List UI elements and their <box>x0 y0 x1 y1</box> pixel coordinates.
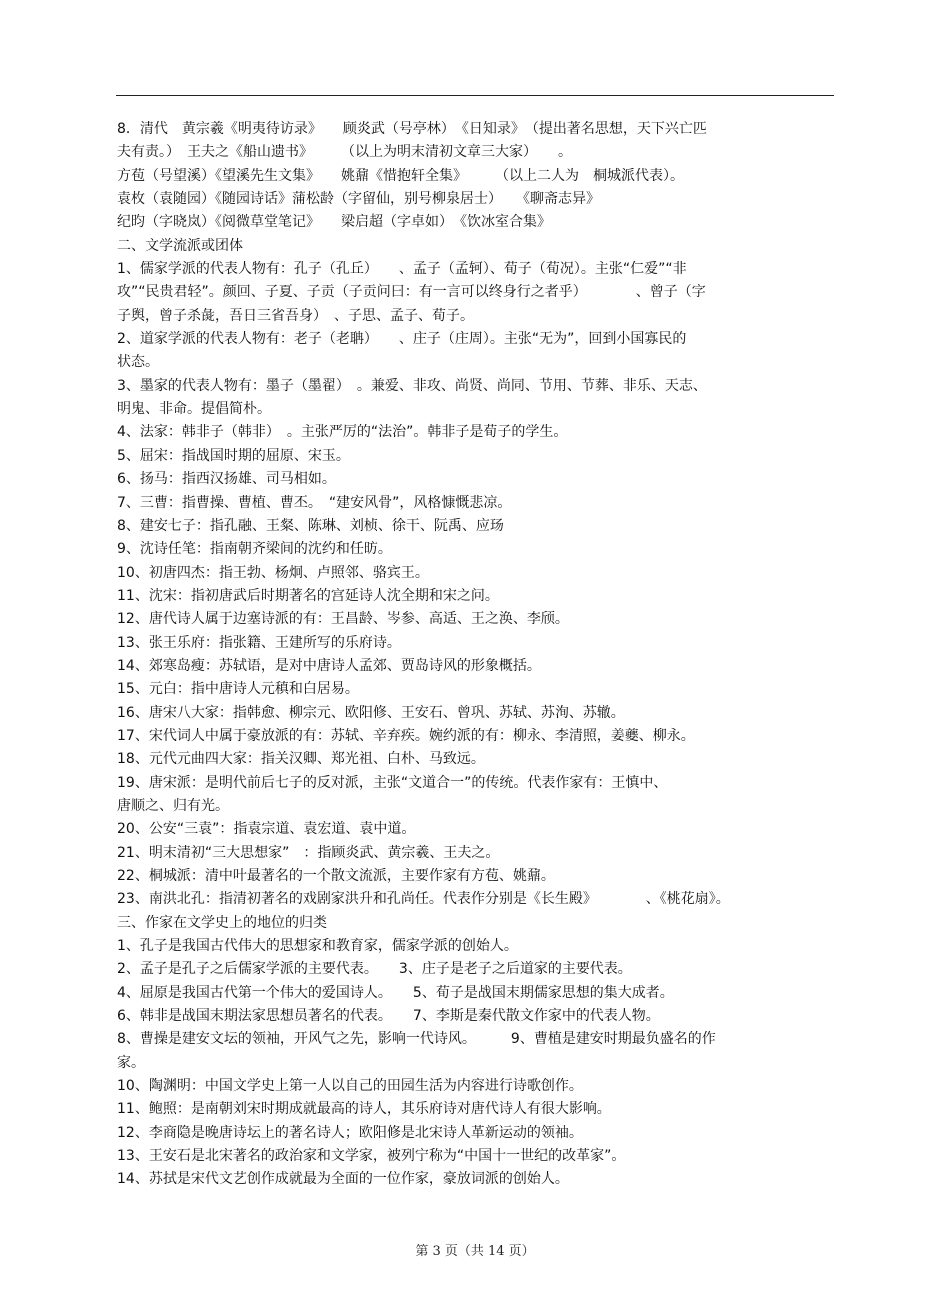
text-line: 13、张王乐府：指张籍、王建所写的乐府诗。 <box>117 634 401 651</box>
text-line: 1、儒家学派的代表人物有：孔子（孔丘） 、孟子（孟轲）、荀子（荀况）。主张“仁爱”“非 <box>117 261 687 278</box>
text-line: 11、沈宋：指初唐武后时期著名的宫延诗人沈全期和宋之问。 <box>117 587 499 604</box>
text-line: 2、孟子是孔子之后儒家学派的主要代表。 3、庄子是老子之后道家的主要代表。 <box>117 961 632 978</box>
text-line: 三、作家在文学史上的地位的归类 <box>117 914 327 931</box>
text-line: 6、扬马：指西汉扬雄、司马相如。 <box>117 471 336 488</box>
text-line: 2、道家学派的代表人物有：老子（老聃） 、庄子（庄周）。主张“无为”，回到小国寡民的 <box>117 331 687 348</box>
text-line: 3、墨家的代表人物有：墨子（墨翟） 。兼爱、非攻、尚贤、尚同、节用、节葬、非乐、天志、 <box>117 377 707 394</box>
text-line: 23、南洪北孔：指清初著名的戏剧家洪升和孔尚任。代表作分别是《长生殿》 、《桃花扇》。 <box>117 891 730 908</box>
text-line: 10、初唐四杰：指王勃、杨炯、卢照邻、骆宾王。 <box>117 564 429 581</box>
text-line: 12、唐代诗人属于边塞诗派的有：王昌龄、岑参、高适、王之涣、李颀。 <box>117 611 569 628</box>
text-line: 5、屈宋：指战国时期的屈原、宋玉。 <box>117 447 350 464</box>
text-line: 二、文学流派或团体 <box>117 237 243 254</box>
text-line: 9、沈诗任笔：指南朝齐梁间的沈约和任昉。 <box>117 541 392 558</box>
document-body <box>117 118 833 1192</box>
text-line: 17、宋代词人中属于豪放派的有：苏轼、辛弃疾。婉约派的有：柳永、李清照，姜夔、柳永。 <box>117 727 695 744</box>
page-footer: 第 3 页（共 14 页） <box>415 1244 535 1259</box>
text-line: 8．清代 黄宗羲《明夷待访录》 顾炎武（号亭林） 《日知录》 （提出著名思想，天下兴亡匹 <box>117 121 707 137</box>
text-line: 袁枚（袁随园）《随园诗话》蒲松龄（字留仙，别号柳泉居士） 《聊斋志异》 <box>117 191 600 208</box>
header-rule <box>116 95 834 96</box>
text-line: 15、元白：指中唐诗人元稹和白居易。 <box>117 681 359 698</box>
text-line: 唐顺之、归有光。 <box>117 797 229 814</box>
text-line: 16、唐宋八大家：指韩愈、柳宗元、欧阳修、王安石、曾巩、苏轼、苏洵、苏辙。 <box>117 704 625 721</box>
text-line: 14、郊寒岛瘦：苏轼语，是对中唐诗人孟郊、贾岛诗风的形象概括。 <box>117 657 541 674</box>
text-line: 1、孔子是我国古代伟大的思想家和教育家，儒家学派的创始人。 <box>117 938 518 955</box>
text-line: 20、公安“三袁”：指袁宗道、袁宏道、袁中道。 <box>117 821 416 838</box>
text-line: 方苞（号望溪）《望溪先生文集》 姚鼐《惜抱轩全集》 （以上二人为 桐城派代表）。 <box>117 167 684 184</box>
text-line: 家。 <box>117 1054 145 1071</box>
text-line: 12、李商隐是晚唐诗坛上的著名诗人；欧阳修是北宋诗人革新运动的领袖。 <box>117 1124 583 1141</box>
text-line: 13、王安石是北宋著名的政治家和文学家，被列宁称为“中国十一世纪的改革家”。 <box>117 1148 626 1165</box>
text-line: 4、屈原是我国古代第一个伟大的爱国诗人。 5、荀子是战国末期儒家思想的集大成者。 <box>117 984 674 1001</box>
text-line: 21、明末清初“三大思想家” ：指顾炎武、黄宗羲、王夫之。 <box>117 844 500 861</box>
text-line: 22、桐城派：清中叶最著名的一个散文流派，主要作家有方苞、姚鼐。 <box>117 868 555 884</box>
text-line: 状态。 <box>117 354 159 371</box>
text-line: 8、曹操是建安文坛的领袖，开风气之先，影响一代诗风。 9、曹植是建安时期最负盛名的作 <box>117 1031 716 1048</box>
text-line: 18、元代元曲四大家：指关汉卿、郑光祖、白朴、马致远。 <box>117 751 485 768</box>
text-line: 攻”“民贵君轻”。颜回、子夏、子贡（子贡问曰：有一言可以终身行之者乎） 、曾子（字 <box>117 284 706 301</box>
text-line: 19、唐宋派：是明代前后七子的反对派，主张“文道合一”的传统。代表作家有：王慎中、 <box>117 774 668 791</box>
text-line: 14、苏拭是宋代文艺创作成就最为全面的一位作家，豪放词派的创始人。 <box>117 1171 569 1188</box>
text-line: 10、陶渊明：中国文学史上第一人以自己的田园生活为内容进行诗歌创作。 <box>117 1078 583 1095</box>
text-line: 纪昀（字晓岚）《阅微草堂笔记》 梁启超（字卓如） 《饮冰室合集》 <box>117 214 551 231</box>
text-line: 4、法家：韩非子（韩非） 。主张严厉的“法治”。韩非子是荀子的学生。 <box>117 424 568 441</box>
text-line: 子舆，曾子杀彘，吾日三省吾身） 、子思、孟子、荀子。 <box>117 307 474 324</box>
text-line: 11、鲍照：是南朝刘宋时期成就最高的诗人，其乐府诗对唐代诗人有很大影响。 <box>117 1101 611 1118</box>
text-line: 夫有责。） 王夫之《船山遗书》 （以上为明末清初文章三大家） 。 <box>117 144 572 161</box>
text-line: 8、建安七子：指孔融、王粲、陈琳、刘桢、徐干、阮禹、应玚 <box>117 517 504 534</box>
text-line: 7、三曹：指曹操、曹植、曹丕。 “建安风骨”，风格慷慨悲凉。 <box>117 494 512 511</box>
text-line: 6、韩非是战国末期法家思想员著名的代表。 7、李斯是秦代散文作家中的代表人物。 <box>117 1008 660 1025</box>
text-line: 明鬼、非命。提倡简朴。 <box>117 401 271 418</box>
